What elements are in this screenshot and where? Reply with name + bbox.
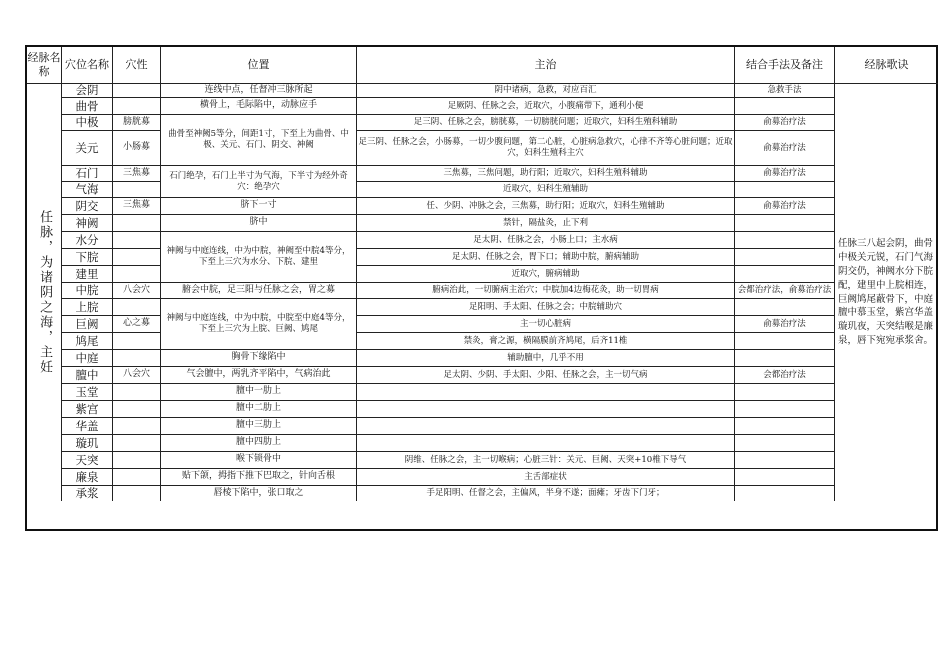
point-indication-cell: 手足阳明、任督之会，主偏风，半身不遂；面瘫；牙齿下门牙； (356, 485, 734, 501)
point-nature-cell: 三焦募 (112, 197, 160, 214)
point-technique-cell (734, 248, 834, 265)
point-nature-cell: 三焦募 (112, 165, 160, 181)
point-name-cell: 天突 (61, 451, 112, 468)
point-indication-cell: 足三阴、任脉之会，膀胱募，一切膀胱问题；近取穴，妇科生殖科辅助 (356, 114, 734, 130)
point-technique-cell (734, 383, 834, 400)
point-name-cell: 中极 (61, 114, 112, 130)
point-indication-cell: 足阳明、手太阳、任脉之会；中脘辅助穴 (356, 298, 734, 315)
point-indication-cell: 足三阴、任脉之会，小肠募，一切少腹问题，第二心脏，心脏病急救穴，心律不齐等心脏问题；近取穴，妇科生殖科主穴 (356, 130, 734, 165)
song-text-cell: 任脉三八起会阴，曲骨中极关元锐，石门气海阴交仍，神阙水分下脘配，建里中上脘相连，巨阙鸠尾蔽骨下，中庭膻中慕玉堂，紫宫华盖璇玑夜，天突结喉是廉泉，唇下宛宛承浆舍。 (834, 83, 938, 501)
header-technique: 结合手法及备注 (734, 47, 834, 83)
point-technique-cell: 急救手法 (734, 83, 834, 97)
point-technique-cell (734, 97, 834, 114)
point-name-cell: 关元 (61, 130, 112, 165)
point-indication-cell: 主一切心脏病 (356, 315, 734, 332)
point-technique-cell (734, 332, 834, 349)
point-indication-cell: 腑病治此，一切腑病主治穴；中脘加4边梅花灸，助一切胃病 (356, 282, 734, 298)
acupoint-table (25, 45, 938, 531)
merged-location-cell: 神阙与中庭连线，中为中脘，中脘至中庭4等分，下至上三穴为上脘、巨阙、鸠尾 (160, 298, 356, 349)
point-indication-cell: 任、少阴、冲脉之会，三焦募，助行阳；近取穴，妇科生殖辅助 (356, 197, 734, 214)
point-name-cell: 会阴 (61, 83, 112, 97)
point-location-cell: 膻中三肋上 (160, 417, 356, 434)
point-location-cell: 膻中一肋上 (160, 383, 356, 400)
point-technique-cell (734, 231, 834, 248)
point-technique-cell: 会都治疗法，俞募治疗法 (734, 282, 834, 298)
point-name-cell: 廉泉 (61, 468, 112, 485)
point-indication-cell: 足厥阴、任脉之会，近取穴，小腹痛带下，通利小便 (356, 97, 734, 114)
point-name-cell: 曲骨 (61, 97, 112, 114)
point-location-cell: 横骨上，毛际陷中，动脉应手 (160, 97, 356, 114)
point-technique-cell: 会都治疗法 (734, 366, 834, 383)
point-nature-cell: 膀胱募 (112, 114, 160, 130)
point-nature-cell (112, 265, 160, 282)
header-location: 位置 (160, 47, 356, 83)
header-indication: 主治 (356, 47, 734, 83)
point-indication-cell: 三焦募，三焦问题，助行阳；近取穴，妇科生殖科辅助 (356, 165, 734, 181)
point-technique-cell (734, 214, 834, 231)
point-indication-cell (356, 383, 734, 400)
header-channel: 经脉名称 (27, 51, 61, 78)
point-nature-cell: 八会穴 (112, 282, 160, 298)
point-indication-cell: 近取穴，腑病辅助 (356, 265, 734, 282)
merged-location-cell: 神阙与中庭连线，中为中脘，神阙至中脘4等分，下至上三穴为水分、下脘、建里 (160, 231, 356, 282)
point-indication-cell (356, 417, 734, 434)
point-name-cell: 水分 (61, 231, 112, 248)
header-point: 穴位名称 (61, 47, 112, 83)
point-indication-cell: 足太阴、任脉之会，胃下口；辅助中脘，腑病辅助 (356, 248, 734, 265)
channel-name-cell: 任脉，为诸阴之海，主妊 (27, 83, 61, 501)
point-name-cell: 中庭 (61, 349, 112, 366)
point-technique-cell (734, 451, 834, 468)
point-technique-cell: 俞募治疗法 (734, 114, 834, 130)
point-nature-cell (112, 248, 160, 265)
point-name-cell: 承浆 (61, 485, 112, 501)
point-name-cell: 膻中 (61, 366, 112, 383)
point-technique-cell (734, 417, 834, 434)
point-name-cell: 下脘 (61, 248, 112, 265)
point-location-cell: 胸骨下缘陷中 (160, 349, 356, 366)
point-nature-cell (112, 181, 160, 197)
point-nature-cell: 心之募 (112, 315, 160, 332)
merged-location-cell: 石门绝孕，石门上半寸为气海，下半寸为经外奇穴：绝孕穴 (160, 165, 356, 197)
point-nature-cell (112, 332, 160, 349)
point-indication-cell (356, 434, 734, 451)
point-indication-cell: 足太阴、少阴、手太阳、少阳、任脉之会，主一切气病 (356, 366, 734, 383)
point-indication-cell (356, 400, 734, 417)
point-technique-cell (734, 298, 834, 315)
point-nature-cell (112, 214, 160, 231)
point-technique-cell (734, 349, 834, 366)
point-nature-cell (112, 400, 160, 417)
point-name-cell: 玉堂 (61, 383, 112, 400)
point-location-cell: 膻中二肋上 (160, 400, 356, 417)
point-location-cell: 脐下一寸 (160, 197, 356, 214)
point-nature-cell (112, 83, 160, 97)
point-indication-cell: 禁灸，膏之源，横隔膜前齐鸠尾，后齐11椎 (356, 332, 734, 349)
point-technique-cell (734, 485, 834, 501)
point-location-cell: 腑会中脘，足三阳与任脉之会，胃之募 (160, 282, 356, 298)
point-name-cell: 璇玑 (61, 434, 112, 451)
point-name-cell: 气海 (61, 181, 112, 197)
point-indication-cell: 辅助膻中，几乎不用 (356, 349, 734, 366)
point-nature-cell (112, 485, 160, 501)
point-nature-cell (112, 298, 160, 315)
point-location-cell: 喉下锁骨中 (160, 451, 356, 468)
point-nature-cell (112, 97, 160, 114)
point-nature-cell (112, 451, 160, 468)
header-nature: 穴性 (112, 47, 160, 83)
point-technique-cell (734, 400, 834, 417)
point-nature-cell (112, 383, 160, 400)
point-indication-cell: 主舌部症状 (356, 468, 734, 485)
point-technique-cell (734, 265, 834, 282)
point-nature-cell (112, 349, 160, 366)
point-name-cell: 鸠尾 (61, 332, 112, 349)
point-indication-cell: 禁针，隔盐灸，止下利 (356, 214, 734, 231)
point-name-cell: 紫宫 (61, 400, 112, 417)
point-technique-cell (734, 468, 834, 485)
point-nature-cell: 小肠募 (112, 130, 160, 165)
point-nature-cell: 八会穴 (112, 366, 160, 383)
point-indication-cell: 足太阴、任脉之会，小肠上口；主水病 (356, 231, 734, 248)
point-nature-cell (112, 468, 160, 485)
point-nature-cell (112, 417, 160, 434)
point-technique-cell (734, 181, 834, 197)
point-indication-cell: 阴中诸病，急救，对应百汇 (356, 83, 734, 97)
point-nature-cell (112, 434, 160, 451)
point-location-cell: 贴下颌，拇指下推下巴取之，针向舌根 (160, 468, 356, 485)
merged-location-cell: 曲骨至神阙5等分，间距1寸，下至上为曲骨、中极、关元、石门、阴交、神阙 (160, 114, 356, 165)
point-location-cell: 脐中 (160, 214, 356, 231)
point-name-cell: 石门 (61, 165, 112, 181)
point-location-cell: 连线中点，任督冲三脉所起 (160, 83, 356, 97)
point-indication-cell: 阴维、任脉之会，主一切喉病；心脏三针：关元、巨阙、天突+10椎下导气 (356, 451, 734, 468)
point-location-cell: 唇棱下陷中，张口取之 (160, 485, 356, 501)
point-technique-cell: 俞募治疗法 (734, 315, 834, 332)
point-technique-cell: 俞募治疗法 (734, 130, 834, 165)
point-name-cell: 神阙 (61, 214, 112, 231)
point-name-cell: 建里 (61, 265, 112, 282)
point-technique-cell: 俞募治疗法 (734, 197, 834, 214)
point-location-cell: 气会膻中，两乳齐平陷中，气病治此 (160, 366, 356, 383)
point-technique-cell: 俞募治疗法 (734, 165, 834, 181)
point-nature-cell (112, 231, 160, 248)
point-technique-cell (734, 434, 834, 451)
header-song: 经脉歌诀 (834, 47, 938, 83)
point-name-cell: 华盖 (61, 417, 112, 434)
point-indication-cell: 近取穴，妇科生殖辅助 (356, 181, 734, 197)
point-name-cell: 巨阙 (61, 315, 112, 332)
point-location-cell: 膻中四肋上 (160, 434, 356, 451)
point-name-cell: 中脘 (61, 282, 112, 298)
point-name-cell: 上脘 (61, 298, 112, 315)
point-name-cell: 阴交 (61, 197, 112, 214)
